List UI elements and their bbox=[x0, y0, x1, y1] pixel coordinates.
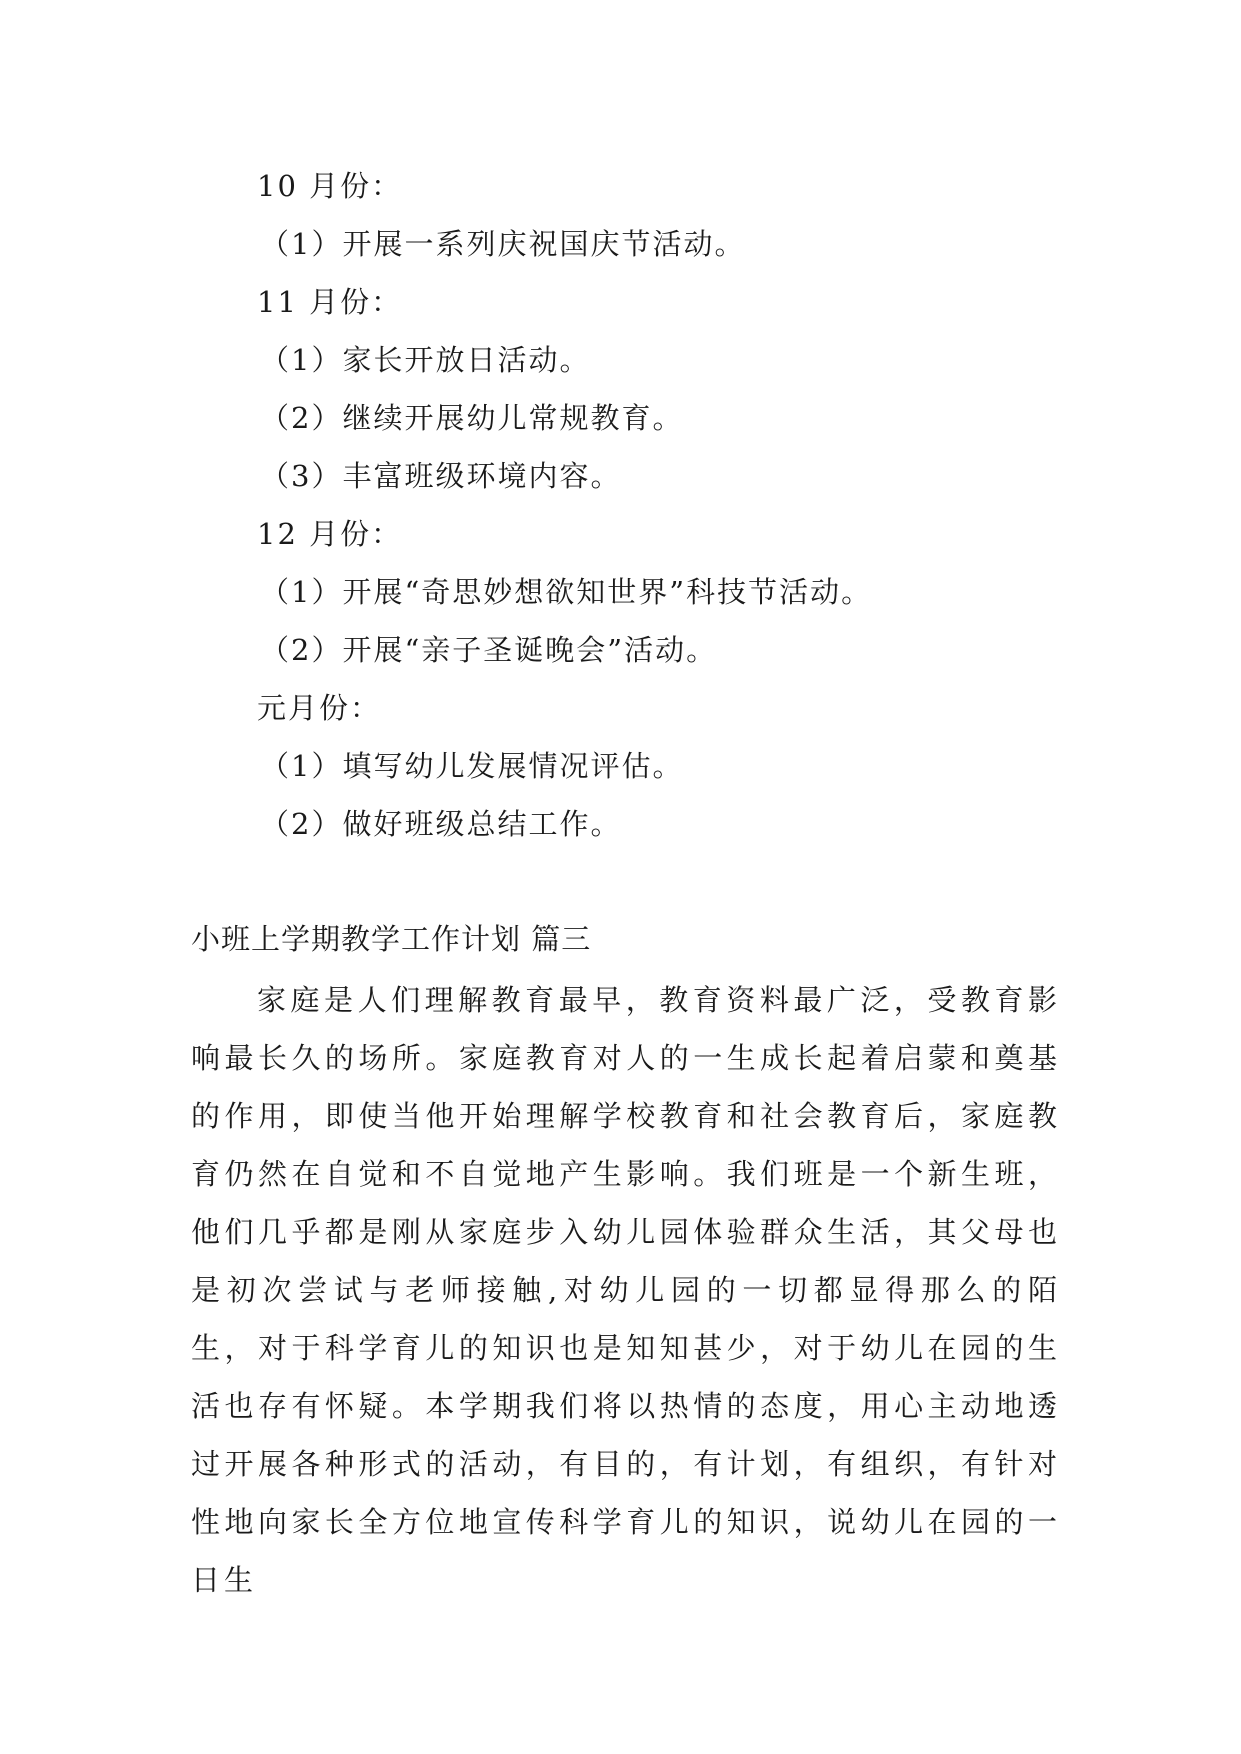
body-paragraph: 家庭是人们理解教育最早，教育资料最广泛，受教育影响最长久的场所。家庭教育对人的一生成长起着启蒙和奠基的作用，即使当他开始理解学校教育和社会教育后，家庭教育仍然在自觉和不自觉地产生影响。我们班是一个新生班，他们几乎都是刚从家庭步入幼儿园体验群众生活，其父母也是初次尝试与老师接触,对幼儿园的一切都显得那么的陌生，对于科学育儿的知识也是知知甚少，对于幼儿在园的生活也存有怀疑。本学期我们将以热情的态度，用心主动地透过开展各种形式的活动，有目的，有计划，有组织，有针对性地向家长全方位地宣传科学育儿的知识，说幼儿在园的一日生 bbox=[191, 983, 1061, 1597]
list-item: （2）继续开展幼儿常规教育。 bbox=[260, 401, 684, 435]
month-title-january: 元月份： bbox=[257, 691, 382, 725]
list-item: （1）家长开放日活动。 bbox=[260, 343, 591, 377]
list-item: （1）开展“奇思妙想欲知世界”科技节活动。 bbox=[260, 575, 873, 609]
section-heading: 小班上学期教学工作计划 篇三 bbox=[191, 922, 592, 956]
list-item: （1）填写幼儿发展情况评估。 bbox=[260, 749, 684, 783]
month-title-december: 12 月份： bbox=[257, 517, 403, 551]
month-title-october: 10 月份： bbox=[257, 169, 403, 203]
list-item: （1）开展一系列庆祝国庆节活动。 bbox=[260, 227, 746, 261]
list-item: （2）开展“亲子圣诞晚会”活动。 bbox=[260, 633, 718, 667]
list-item: （2）做好班级总结工作。 bbox=[260, 807, 622, 841]
month-title-november: 11 月份： bbox=[257, 285, 403, 319]
list-item: （3）丰富班级环境内容。 bbox=[260, 459, 622, 493]
